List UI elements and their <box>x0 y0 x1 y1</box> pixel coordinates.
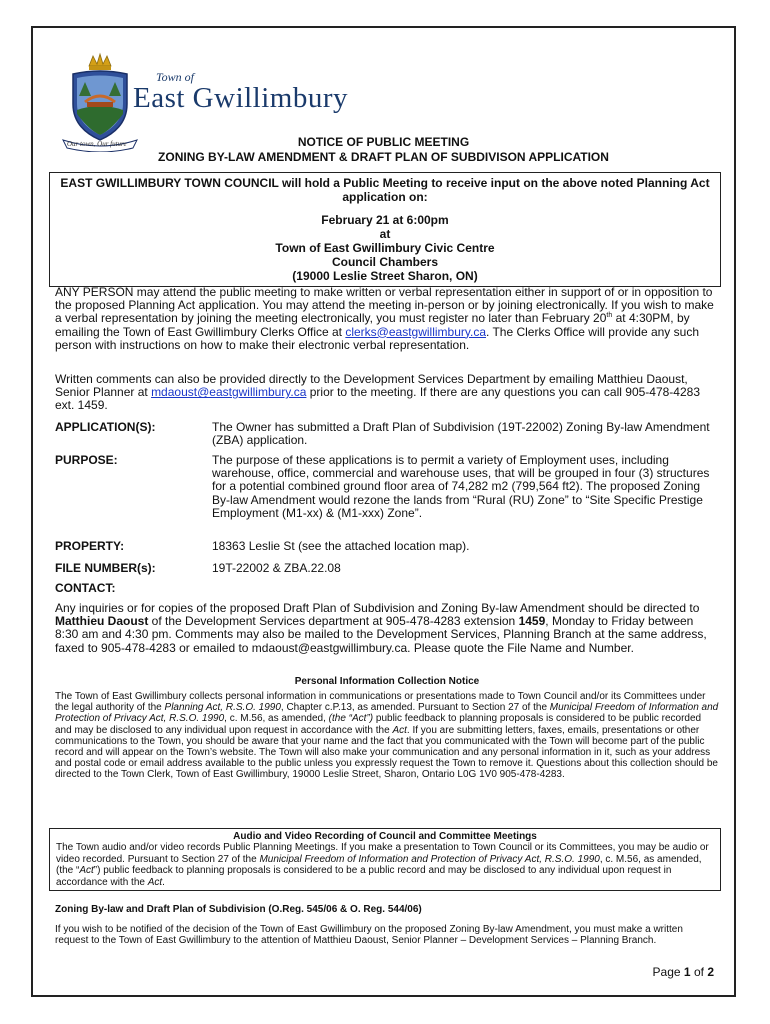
meeting-address: (19000 Leslie Street Sharon, ON) <box>292 269 478 283</box>
contact-label: CONTACT: <box>55 581 116 595</box>
announcement-intro: EAST GWILLIMBURY TOWN COUNCIL will hold a Public Meeting to receive input on the above noted Planning Act application on: <box>60 176 710 204</box>
purpose-label: PURPOSE: <box>55 453 118 467</box>
file-number-value: 19T-22002 & ZBA.22.08 <box>212 561 341 575</box>
title-line-2: ZONING BY-LAW AMENDMENT & DRAFT PLAN OF SUBDIVISON APPLICATION <box>158 150 609 164</box>
audio-video-title: Audio and Video Recording of Council and Committee Meetings <box>233 831 537 842</box>
privacy-title: Personal Information Collection Notice <box>294 676 480 687</box>
clerks-email-link[interactable]: clerks@eastgwillimbury.ca <box>345 324 487 339</box>
contact-paragraph: Any inquiries or for copies of the proposed Draft Plan of Subdivision and Zoning By-law Amendment should be directed to Matthieu Daoust of the Development Services department at 905-478-4283 extension 1459, Monday to Friday between 8:30 am and 4:30 pm. Comments may also be mailed to the Development Services, Planning Branch at the same address, faxed to 905-478-4283 or emailed to mdaoust@eastgwillimbury.ca. Please quote the File Name and Number. <box>55 601 707 655</box>
meeting-announcement-box <box>49 172 721 287</box>
zoning-title: Zoning By-law and Draft Plan of Subdivision (O.Reg. 545/06 & O. Reg. 544/06) <box>55 904 422 915</box>
property-value: 18363 Leslie St (see the attached location map). <box>212 539 470 553</box>
file-number-label: FILE NUMBER(s): <box>55 561 156 575</box>
meeting-venue: Town of East Gwillimbury Civic Centre <box>275 241 495 255</box>
audio-video-box <box>49 828 721 891</box>
logo-town-name: East Gwillimbury <box>133 82 349 114</box>
meeting-date: February 21 at 6:00pm <box>321 213 449 227</box>
meeting-room: Council Chambers <box>331 255 439 269</box>
written-comments-paragraph: Written comments can also be provided directly to the Development Services Department by emailing Matthieu Daoust, Senior Planner at mdaoust@eastgwillimbury.ca prior to the meeting. If there are any questions you can call 905-478-4283 ext. 1459. <box>55 372 700 413</box>
application-row <box>55 421 719 447</box>
notice-page <box>31 26 736 997</box>
logo-motto: Our town, Our future <box>67 140 127 148</box>
title-line-1: NOTICE OF PUBLIC MEETING <box>297 135 470 149</box>
purpose-value: The purpose of these applications is to permit a variety of Employment uses, including warehouse, office, commercial and warehouse uses, that will be grouped in four (3) structures for a potential combined ground floor area of 74,282 m2 (799,564 ft2). The proposed Zoning By-law Amendment would rezone the lands from “Rural (RU) Zone” to “Site Specific Prestige Employment (M1-xx) & (M1-xxx) Zone”. <box>212 453 710 520</box>
application-value: The Owner has submitted a Draft Plan of Subdivision (19T-22002) Zoning By-law Amendment (ZBA) application. <box>212 420 710 448</box>
purpose-row <box>55 454 719 520</box>
meeting-at: at <box>379 227 391 241</box>
any-person-paragraph: ANY PERSON may attend the public meeting to make written or verbal representation either in support of or in opposition to the proposed Planning Act application. You may attend the meeting in-person or by joining electronically. If you wish to make a verbal representation by joining the meeting electronically, you must register no later than February 20th at 4:30PM, by emailing the Town of East Gwillimbury Clerks Office at clerks@eastgwillimbury.ca. The Clerks Office will provide any such person with instructions on how to make their electronic verbal representation. <box>55 285 714 352</box>
audio-video-paragraph: The Town audio and/or video records Public Planning Meetings. If you make a presentation to Town Council or its Committees, you may be audio or video recorded. Pursuant to Section 27 of the Municipal Freedom of Information and Protection of Privacy Act, R.S.O. 1990, c. M.56, as amended, (the “Act”) public feedback to planning proposals is considered to be a public record and may be disclosed to any individual upon request in accordance with the Act. <box>56 842 709 888</box>
page-number: Page 1 of 2 <box>652 965 714 979</box>
application-label: APPLICATION(S): <box>55 420 156 434</box>
file-number-row <box>55 562 719 575</box>
planner-email-link[interactable]: mdaoust@eastgwillimbury.ca <box>151 385 307 400</box>
property-label: PROPERTY: <box>55 539 125 553</box>
notice-title <box>33 135 734 165</box>
privacy-paragraph: The Town of East Gwillimbury collects personal information in communications or presentations made to Town Council and/or its Committees under the legal authority of the Planning Act, R.S.O. 1990, Chapter c.P.13, as amended. Pursuant to Section 27 of the Municipal Freedom of Information and Protection of Privacy Act, R.S.O. 1990, c. M.56, as amended, (the “Act”) public feedback to planning proposals is considered to be public recorded and may be disclosed to any individual upon request in accordance with the Act. If you are submitting letters, faxes, emails, presentations or other communications to the Town, you should be aware that your name and the fact that you communicated with the Town will become part of the public record and will appear on the Town’s website. The Town will also make your communication and any personal information in it, such as your address and postal code or email address available to the public unless you expressly request the Town to remove it. Questions about this collection should be directed to the Town Clerk, Town of East Gwillimbury, 19000 Leslie Street, Sharon, Ontario L0G 1V0 905-478-4283. <box>55 691 719 781</box>
logo-town-of: Town of <box>156 70 194 84</box>
property-row <box>55 540 719 553</box>
zoning-paragraph: If you wish to be notified of the decision of the Town of East Gwillimbury on the proposed Zoning By-law Amendment, you must make a written request to the Town of East Gwillimbury to the attention of Matthieu Daoust, Senior Planner – Development Services – Planning Branch. <box>55 924 683 947</box>
